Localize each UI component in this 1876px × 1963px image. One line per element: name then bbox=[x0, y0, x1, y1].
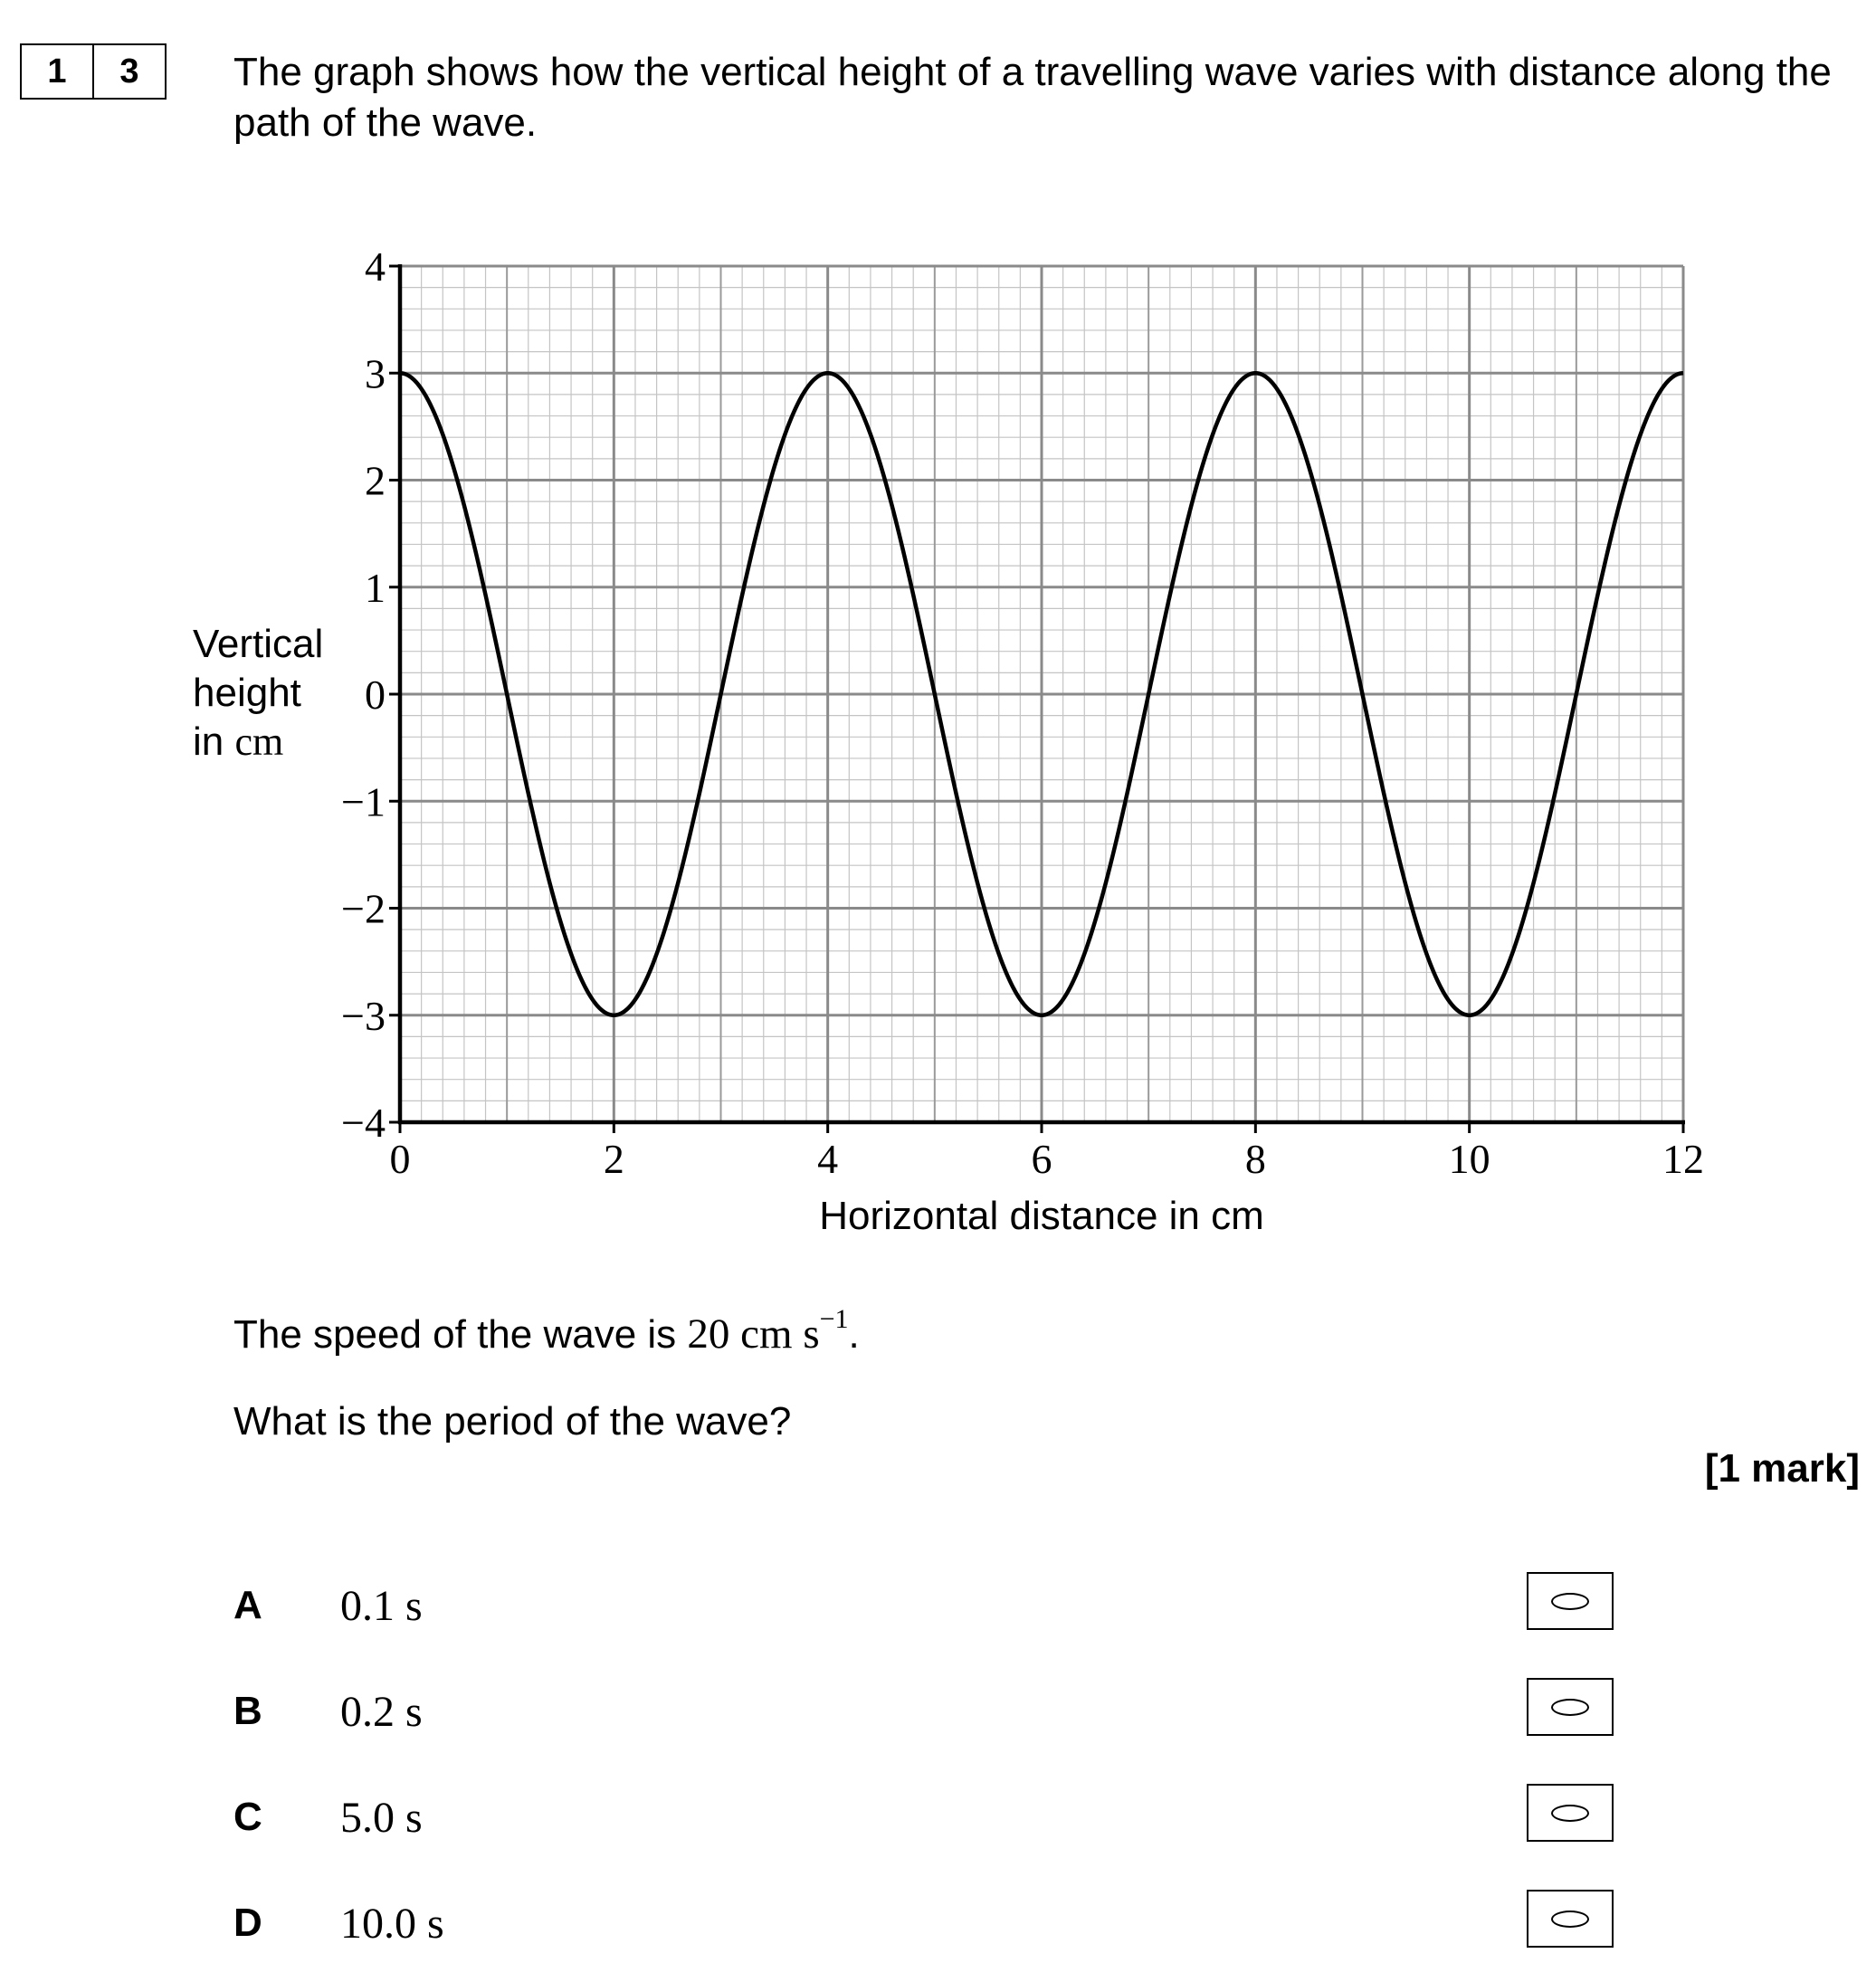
y-axis-label-unit: cm bbox=[234, 719, 284, 764]
option-d-answer-box[interactable] bbox=[1527, 1890, 1614, 1948]
option-c bbox=[233, 1791, 1618, 1847]
answer-oval-icon bbox=[1551, 1593, 1589, 1610]
y-axis-label-line: height bbox=[193, 671, 301, 715]
y-tick-label: −2 bbox=[341, 885, 386, 932]
answer-oval-icon bbox=[1551, 1805, 1589, 1822]
option-a-answer-box[interactable] bbox=[1527, 1572, 1614, 1630]
option-value: 10.0 s bbox=[340, 1900, 444, 1948]
option-letter: C bbox=[233, 1795, 262, 1839]
option-letter: A bbox=[233, 1583, 262, 1627]
option-a bbox=[233, 1579, 1618, 1635]
answer-oval-icon bbox=[1551, 1911, 1589, 1928]
option-b-answer-box[interactable] bbox=[1527, 1678, 1614, 1736]
option-value: 0.2 s bbox=[340, 1688, 423, 1736]
y-tick-label: 1 bbox=[365, 564, 386, 611]
x-tick-label: 12 bbox=[1662, 1136, 1704, 1182]
y-axis-ticks bbox=[341, 243, 400, 1146]
option-value: 5.0 s bbox=[340, 1794, 423, 1842]
x-tick-label: 8 bbox=[1244, 1136, 1266, 1182]
x-axis-ticks bbox=[390, 1122, 1705, 1182]
option-value: 0.1 s bbox=[340, 1582, 423, 1630]
y-tick-label: 4 bbox=[365, 243, 386, 290]
option-b bbox=[233, 1685, 1618, 1741]
speed-exponent: −1 bbox=[819, 1304, 849, 1334]
x-tick-label: 6 bbox=[1031, 1136, 1052, 1182]
x-tick-label: 2 bbox=[603, 1136, 624, 1182]
option-letter: B bbox=[233, 1689, 262, 1733]
x-tick-label: 4 bbox=[817, 1136, 839, 1182]
question-number-digit: 3 bbox=[92, 45, 165, 98]
mark-allocation: [1 mark] bbox=[1704, 1446, 1860, 1491]
option-c-answer-box[interactable] bbox=[1527, 1784, 1614, 1842]
y-tick-label: −3 bbox=[341, 992, 386, 1039]
speed-value: 20 cm s bbox=[687, 1310, 820, 1358]
x-axis-label: Horizontal distance in cm bbox=[819, 1194, 1264, 1238]
y-axis-label-unit-prefix: in bbox=[193, 719, 235, 764]
x-tick-label: 10 bbox=[1448, 1136, 1490, 1182]
y-tick-label: −4 bbox=[341, 1100, 386, 1146]
y-tick-label: 2 bbox=[365, 457, 386, 504]
question-prompt: What is the period of the wave? bbox=[233, 1399, 792, 1444]
answer-oval-icon bbox=[1551, 1699, 1589, 1716]
y-tick-label: 3 bbox=[365, 350, 386, 397]
question-number-digit: 1 bbox=[47, 52, 67, 91]
question-stem: The graph shows how the vertical height of a travelling wave varies with distance along the path of the wave. bbox=[233, 50, 1832, 145]
option-d bbox=[233, 1897, 1618, 1953]
y-tick-label: −1 bbox=[341, 778, 386, 825]
speed-suffix: . bbox=[848, 1312, 860, 1357]
y-axis-label-line: Vertical bbox=[193, 622, 324, 666]
y-tick-label: 0 bbox=[365, 672, 386, 718]
wave-speed-statement bbox=[233, 1294, 860, 1360]
x-tick-label: 0 bbox=[389, 1136, 411, 1182]
option-letter: D bbox=[233, 1901, 262, 1945]
speed-prefix: The speed of the wave is bbox=[233, 1312, 688, 1357]
